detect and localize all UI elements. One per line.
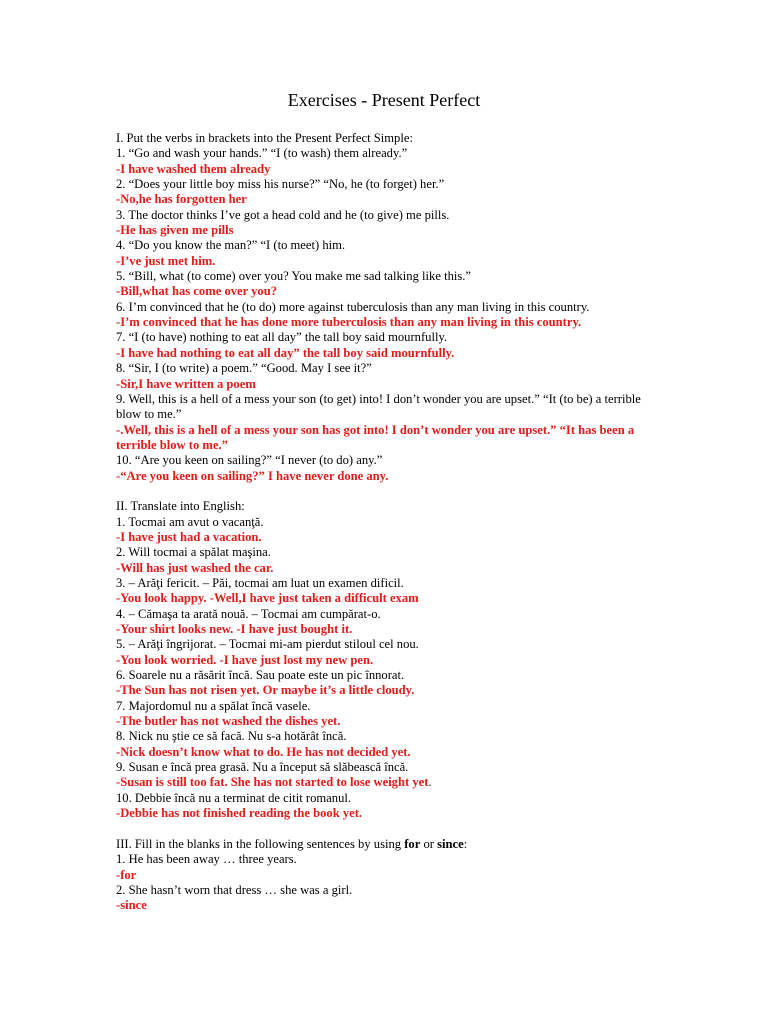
s2-a9: -Susan is still too fat. She has not started to lose weight yet [116,775,429,790]
s1-q2: 2. “Does your little boy miss his nurse?” “No, he (to forget) her.” [116,177,445,192]
s2-q5: 5. – Arăţi îngrijorat. – Tocmai mi-am pierdut stiloul cel nou. [116,637,419,652]
s1-a4: -I’ve just met him. [116,253,216,268]
s2-a4: -Your shirt looks new. -I have just bought it. [116,622,353,636]
s3-q2: 2. She hasn’t worn that dress … she was a girl. [116,882,353,897]
s2-a10: -Debbie has not finished reading the book yet. [116,806,363,821]
s2-q7: 7. Majordomul nu a spălat încă vasele. [116,698,311,713]
s3-q1: 1. He has been away … three years. [116,852,297,867]
s2-q2: 2. Will tocmai a spălat maşina. [116,545,271,560]
s1-q10: 10. “Are you keen on sailing?” “I never (to do) any.” [116,453,383,468]
s2-a3: -You look happy. -Well,I have just taken a difficult exam [116,591,419,606]
s2-a1: -I have just had a vacation. [116,529,262,544]
spacer [116,821,656,836]
spacer [116,484,656,499]
s2-a8: -Nick doesn’t know what to do. He has not decided yet. [116,744,411,759]
s2-q6: 6. Soarele nu a răsărit încă. Sau poate este un pic înnorat. [116,668,405,683]
s1-a10: -“Are you keen on sailing?” I have never done any. [116,468,389,483]
s1-a1: -I have washed them already [116,161,271,176]
s2-a6: -The Sun has not risen yet. Or maybe it’s a little cloudy. [116,683,415,698]
s2-a9-line [116,775,656,790]
s1-q6: 6. I’m convinced that he (to do) more against tuberculosis than any man living in this country. [116,299,590,314]
s1-a9: -.Well, this is a hell of a mess your son has got into! I don’t wonder you are upset.” “It has been a terrible blow to me.” [116,422,635,452]
section3-heading-pre: III. Fill in the blanks in the following sentences by using [116,836,405,851]
s2-a2: -Will has just washed the car. [116,560,274,575]
keyword-for: for [404,836,421,851]
section1-heading: I. Put the verbs in brackets into the Present Perfect Simple: [116,131,413,145]
s2-q8: 8. Nick nu ştie ce să facă. Nu s-a hotărât încă. [116,729,347,744]
s1-q5: 5. “Bill, what (to come) over you? You make me sad talking like this.” [116,269,472,284]
s2-a5: -You look worried. -I have just lost my new pen. [116,652,374,667]
s1-a3: -He has given me pills [116,223,234,238]
s2-a7: -The butler has not washed the dishes yet. [116,714,341,729]
s1-q4: 4. “Do you know the man?” “I (to meet) him. [116,238,346,253]
section2-heading: II. Translate into English: [116,499,245,514]
s3-a2: -since [116,898,147,913]
s1-q8: 8. “Sir, I (to write) a poem.” “Good. May I see it?” [116,361,372,376]
keyword-since: since [437,836,464,851]
s2-q3: 3. – Arăţi fericit. – Păi, tocmai am luat un examen dificil. [116,575,404,590]
section3-heading-post: : [463,836,468,851]
s1-a6: -I’m convinced that he has done more tuberculosis than any man living in this country. [116,315,582,330]
section3-heading-mid: or [420,836,438,851]
s1-q3: 3. The doctor thinks I’ve got a head cold and he (to give) me pills. [116,207,450,222]
s1-q7: 7. “I (to have) nothing to eat all day” the tall boy said mournfully. [116,330,448,345]
s1-a2: -No,he has forgotten her [116,192,247,207]
s1-a8: -Sir,I have written a poem [116,376,256,391]
s1-q9: 9. Well, this is a hell of a mess your son (to get) into! I don’t wonder you are upset.” “It (to be) a terrible blow to me.” [116,391,641,422]
s1-a5: -Bill,what has come over you? [116,284,278,299]
s2-q9: 9. Susan e încă prea grasă. Nu a început să slăbească încă. [116,760,409,775]
s1-a7: -I have had nothing to eat all day” the tall boy said mournfully. [116,345,455,360]
section3-heading [116,837,656,852]
s2-a9-tail: . [428,775,432,790]
s2-q1: 1. Tocmai am avut o vacanţă. [116,514,264,529]
page-title: Exercises - Present Perfect [287,90,481,110]
s1-q1: 1. “Go and wash your hands.” “I (to wash) them already.” [116,146,408,161]
document-body [116,131,656,914]
s3-a1: -for [116,867,137,882]
s2-q4: 4. – Cămaşa ta arată nouă. – Tocmai am cumpărat-o. [116,606,381,621]
s2-q10: 10. Debbie încă nu a terminat de citit romanul. [116,790,352,805]
